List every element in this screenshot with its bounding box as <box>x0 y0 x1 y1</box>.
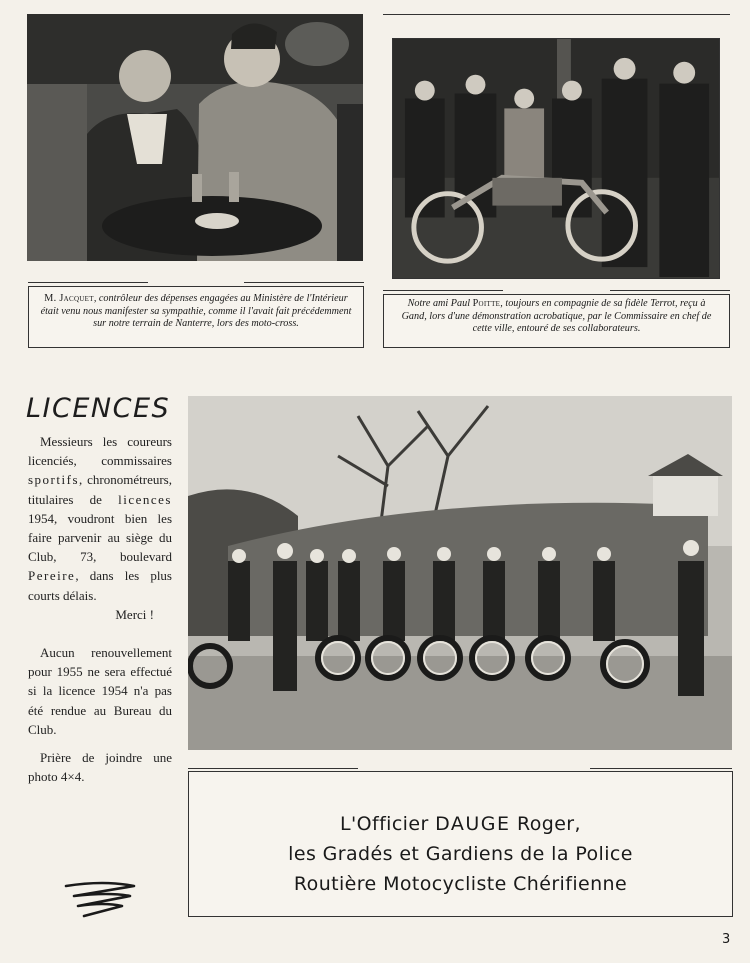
caption-rule <box>590 768 732 769</box>
caption-text: , toujours en compagnie de sa fidèle Terrot, reçu à Gand, lors d'une démonstration acrobatique, par le Commissaire en chef de cette ville, entouré de ses collaborateurs. <box>401 298 712 334</box>
photo-poitte-gand <box>392 38 720 279</box>
caption-name: Poitte <box>472 298 501 309</box>
page-number: 3 <box>722 932 731 947</box>
photo-jacquet-caption <box>28 286 364 348</box>
caption-rule <box>244 282 364 283</box>
licences-paragraph-3: Prière de joindre une photo 4×4. <box>28 750 172 785</box>
caption-rule <box>188 768 358 769</box>
caption-line-2: les Gradés et Gardiens de la Police <box>288 843 633 865</box>
photo-police-drawing <box>188 396 732 750</box>
photo-jacquet-table <box>27 14 363 261</box>
caption-text: , contrôleur des dépenses engagées au Ministère de l'Intérieur était venu nous manifester sa sympathie, comme il l'avait fait précédemment sur notre terrain de Nanterre, lors des moto-cross. <box>40 293 352 329</box>
police-caption <box>188 771 733 917</box>
licences-title: LICENCES <box>26 393 171 424</box>
licences-notice <box>28 432 172 786</box>
photo-jacquet-drawing <box>27 14 363 261</box>
squiggle-ornament-icon <box>64 880 140 920</box>
officer-name: DAUGE <box>435 813 511 835</box>
text-run: , chronométreurs, titulaires de <box>28 472 172 507</box>
text-run: L'Officier <box>340 813 436 835</box>
text-run: 1954, voudront bien les faire parvenir au siège du Club, 73, boulevard <box>28 510 172 565</box>
spacer <box>28 739 172 748</box>
text-run: Messieurs les coureurs licenciés, commissaires <box>28 434 172 469</box>
caption-line-3: Routière Motocycliste Chérifienne <box>293 873 628 895</box>
caption-line-1 <box>189 809 732 839</box>
licences-paragraph-2: Aucun renouvellement pour 1955 ne sera effectué si la licence 1954 n'a pas été rendue au Bureau du Club. <box>28 645 172 737</box>
photo-poitte-drawing <box>393 39 719 278</box>
photo-police-motocycliste <box>188 396 732 750</box>
caption-name: M. Jacquet <box>44 293 94 304</box>
licences-merci: Merci ! <box>115 606 154 622</box>
text-run: Roger, <box>510 813 581 835</box>
caption-rule <box>383 14 730 15</box>
caption-rule <box>610 290 730 291</box>
caption-rule <box>383 290 503 291</box>
text-run: Pereire <box>28 568 76 584</box>
photo-poitte-caption <box>383 294 730 348</box>
caption-prefix: Notre ami Paul <box>407 298 473 309</box>
caption-rule <box>28 282 148 283</box>
text-run: sportifs <box>28 472 79 488</box>
text-run: , dans les plus courts délais. <box>28 568 172 603</box>
text-run: licences <box>118 491 172 507</box>
licences-paragraph-1 <box>28 432 172 605</box>
spacer <box>28 624 172 643</box>
